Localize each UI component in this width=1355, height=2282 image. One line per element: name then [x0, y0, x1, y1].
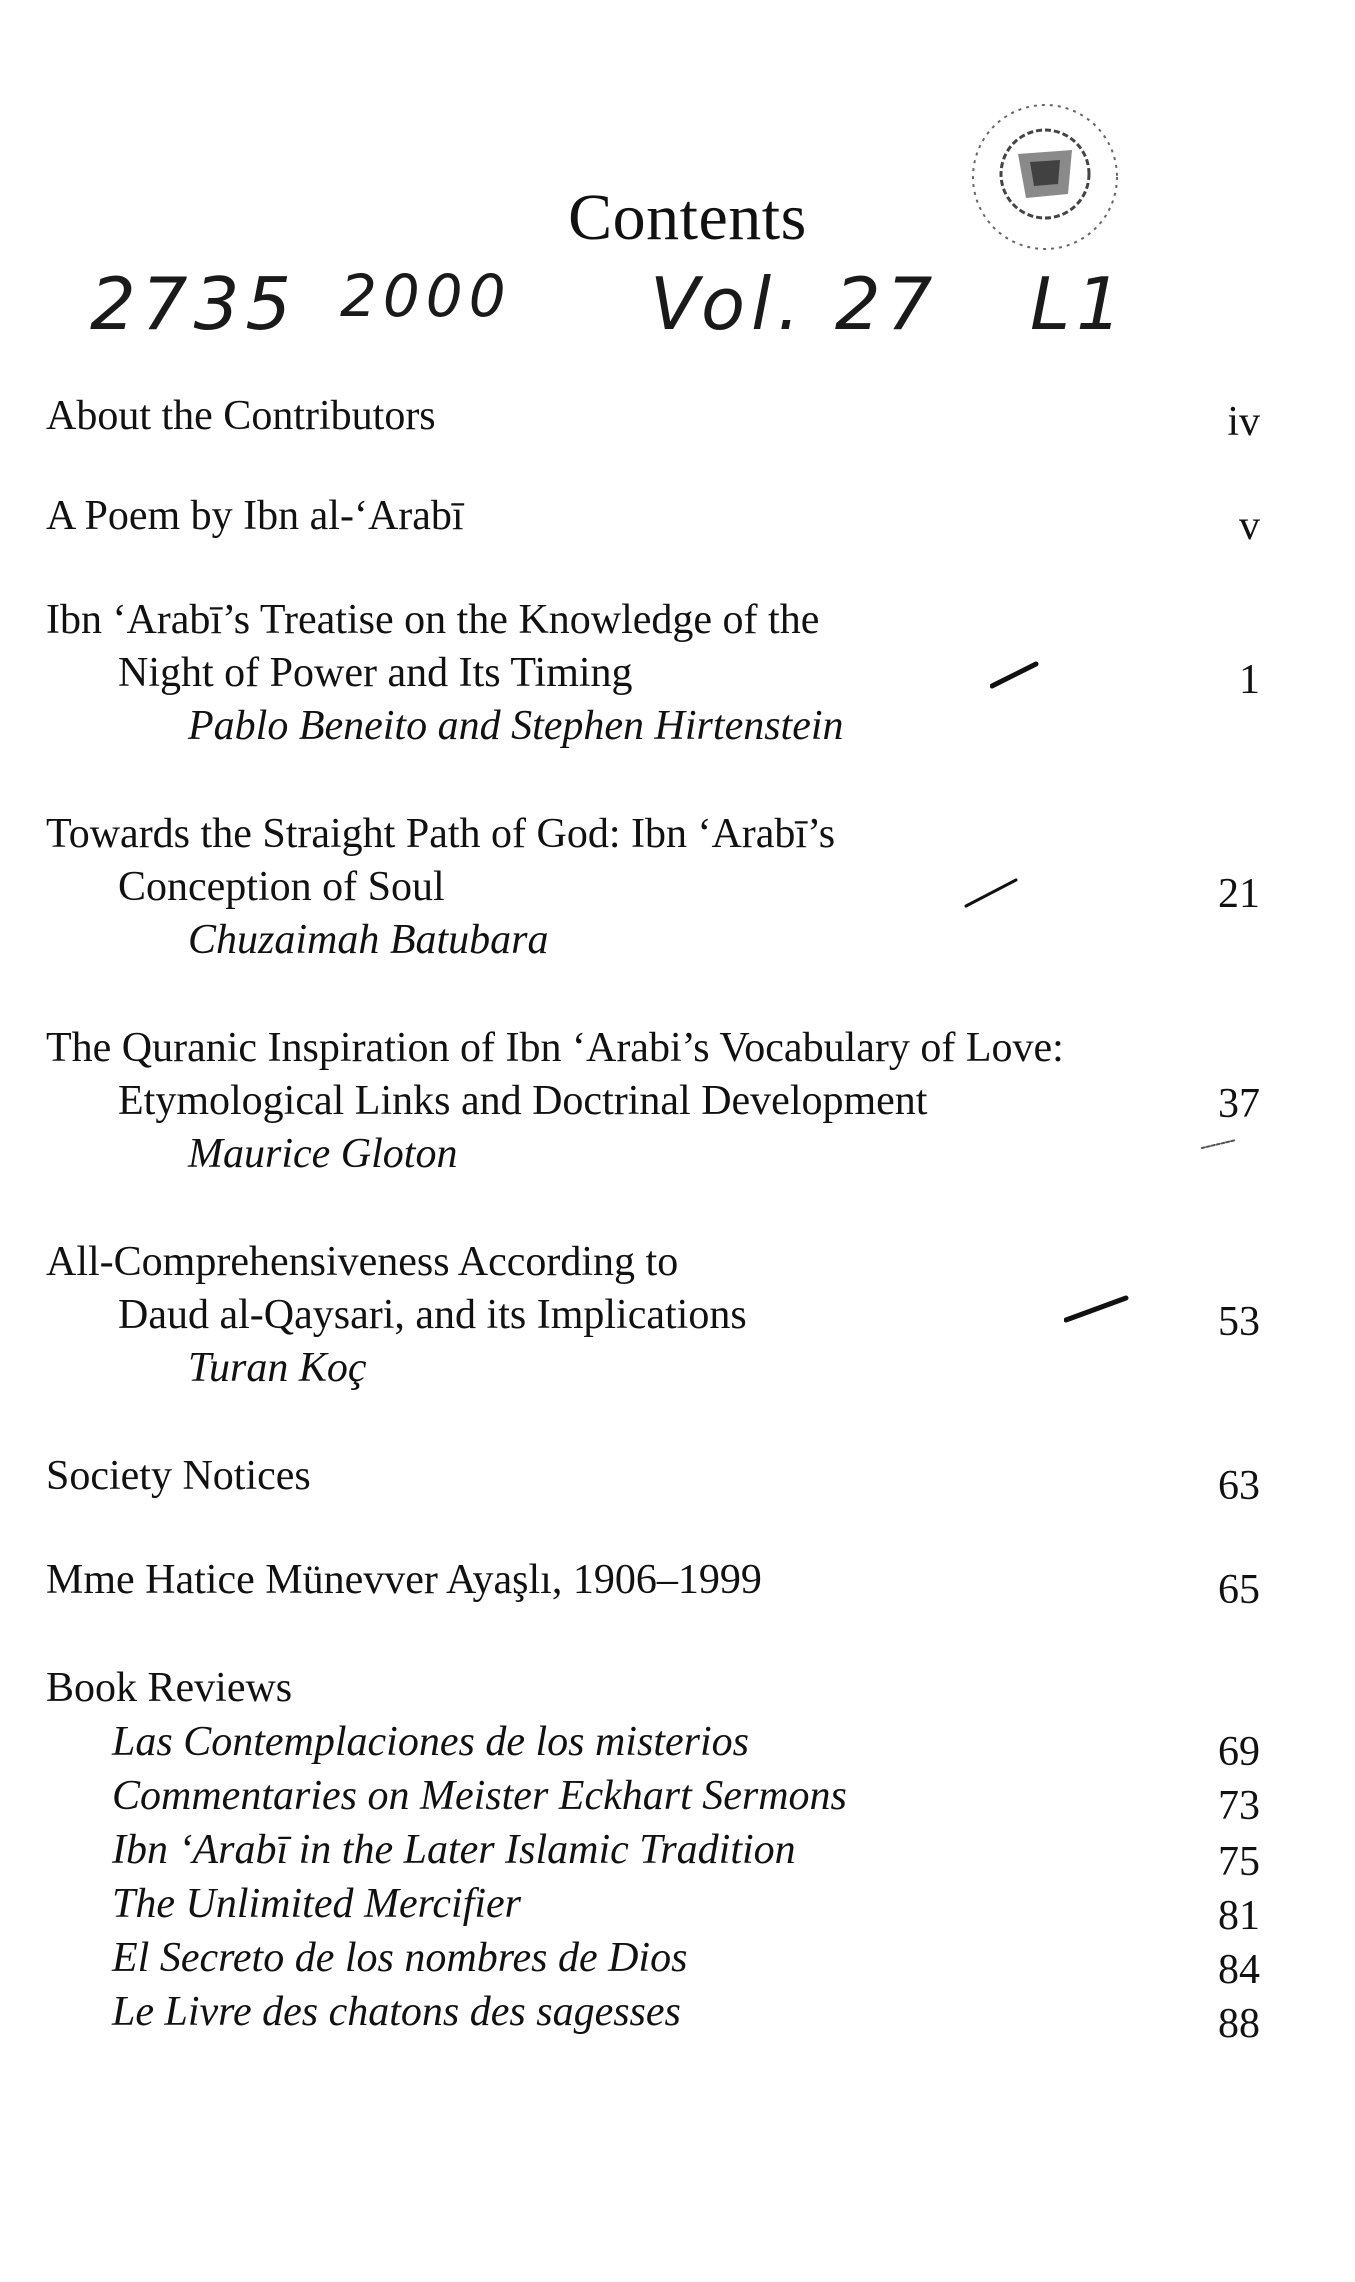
toc-entry-author: Pablo Beneito and Stephen Hirtenstein: [188, 703, 844, 749]
handwritten-mark: L1: [1030, 262, 1128, 346]
toc-entry-title: About the Contributors: [46, 393, 436, 439]
check-mark-icon: [990, 660, 1040, 690]
book-review-page: 69: [1218, 1729, 1260, 1775]
toc-entry-title: Towards the Straight Path of God: Ibn ‘Arabī’s: [46, 811, 836, 857]
toc-entry-title-continued: Conception of Soul: [118, 864, 445, 910]
toc-entry-page: 65: [1218, 1567, 1260, 1613]
toc-entry-page: v: [1239, 503, 1260, 549]
book-review-page: 81: [1218, 1893, 1260, 1939]
handwritten-number: 2735: [90, 262, 298, 346]
toc-entry-author: Turan Koç: [188, 1345, 367, 1391]
page-title-text: Contents: [568, 181, 807, 254]
book-review-title: Commentaries on Meister Eckhart Sermons: [112, 1773, 847, 1819]
library-stamp-icon: [960, 92, 1130, 262]
book-review-title: Ibn ‘Arabī in the Later Islamic Tradition: [112, 1827, 796, 1873]
toc-entry-page: 53: [1218, 1299, 1260, 1345]
toc-entry-title: Society Notices: [46, 1453, 311, 1499]
toc-entry-title-continued: Daud al-Qaysari, and its Implications: [118, 1292, 747, 1338]
book-reviews-title: Book Reviews: [46, 1665, 293, 1711]
check-mark-icon: [964, 876, 1020, 910]
toc-entry-title: The Quranic Inspiration of Ibn ‘Arabi’s Vocabulary of Love:: [46, 1025, 1064, 1071]
book-review-title: Las Contemplaciones de los misterios: [112, 1719, 749, 1765]
handwritten-call-number: [90, 262, 1210, 372]
toc-entry-title-continued: Night of Power and Its Timing: [118, 650, 633, 696]
toc-entry-page: 37: [1218, 1081, 1260, 1127]
book-review-page: 88: [1218, 2001, 1260, 2047]
toc-entry-title: A Poem by Ibn al-‘Arabī: [46, 493, 464, 539]
book-review-page: 73: [1218, 1783, 1260, 1829]
toc-entry-title: Ibn ‘Arabī’s Treatise on the Knowledge of the: [46, 597, 820, 643]
toc-entry-author: Chuzaimah Batubara: [188, 917, 549, 963]
toc-entry-page: 63: [1218, 1463, 1260, 1509]
handwritten-year: 2000: [340, 262, 512, 330]
handwritten-volume: Vol. 27: [650, 262, 939, 346]
book-review-title: The Unlimited Mercifier: [112, 1881, 522, 1927]
check-mark-icon: [1200, 1136, 1240, 1152]
toc-entry-title: Mme Hatice Münevver Ayaşlı, 1906–1999: [46, 1557, 762, 1603]
toc-entry-title-continued: Etymological Links and Doctrinal Development: [118, 1078, 928, 1124]
book-review-title: Le Livre des chatons des sagesses: [112, 1989, 681, 2035]
toc-entry-page: 1: [1239, 657, 1260, 703]
book-review-page: 75: [1218, 1839, 1260, 1885]
page-title: [0, 180, 1355, 256]
book-review-title: El Secreto de los nombres de Dios: [112, 1935, 688, 1981]
book-review-page: 84: [1218, 1947, 1260, 1993]
toc-entry-title: All-Comprehensiveness According to: [46, 1239, 679, 1285]
toc-entry-page: 21: [1218, 871, 1260, 917]
toc-entry-page: iv: [1227, 399, 1260, 445]
toc-entry-author: Maurice Gloton: [188, 1131, 458, 1177]
